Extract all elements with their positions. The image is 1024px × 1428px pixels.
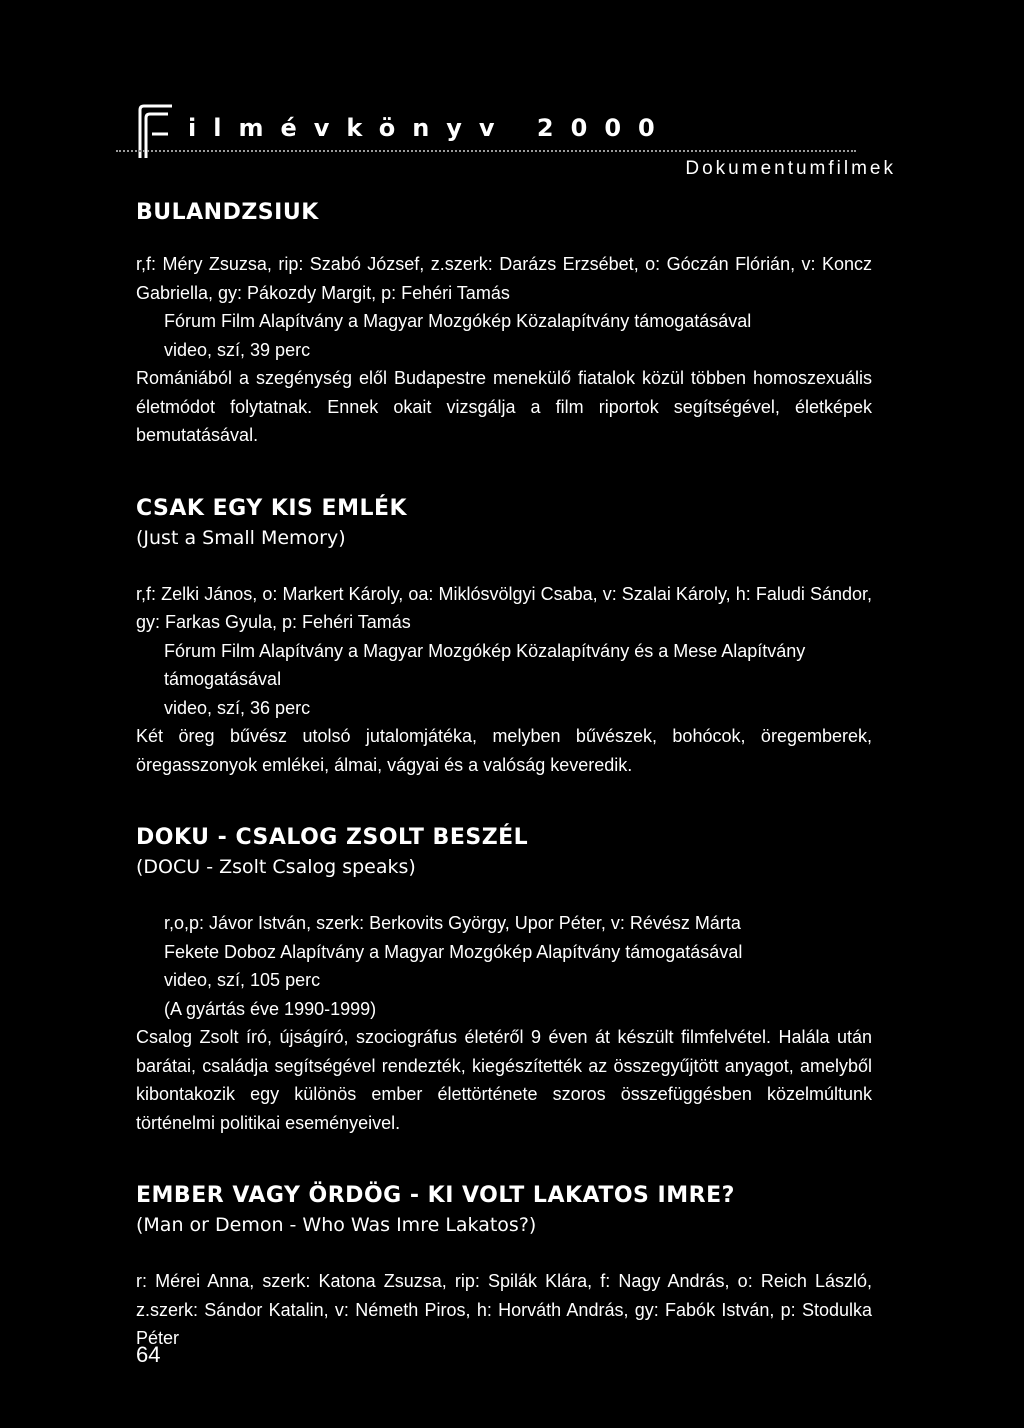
film-title: EMBER VAGY ÖRDÖG - KI VOLT LAKATOS IMRE? (136, 1183, 735, 1208)
film-english-title: (Just a Small Memory) (136, 526, 346, 549)
film-support: Fórum Film Alapítvány a Magyar Mozgókép Közalapítvány támogatásával (164, 311, 752, 331)
film-english-title: (Man or Demon - Who Was Imre Lakatos?) (136, 1214, 537, 1236)
film-production-years: (A gyártás éve 1990-1999) (164, 998, 377, 1019)
yearbook-title: ilmévkönyv 2000 (188, 114, 672, 142)
film-english-title: (DOCU - Zsolt Csalog speaks) (136, 856, 416, 878)
film-credits: r,f: Zelki János, o: Markert Károly, oa: Miklósvölgyi Csaba, v: Szalai Károly, h: Faludi Sándor, gy: Farkas Gyula, p: Fehéri Tamás (136, 583, 872, 632)
film-credits: r: Mérei Anna, szerk: Katona Zsuzsa, rip: Spilák Klára, f: Nagy András, o: Reich László, z.szerk: Sándor Katalin, v: Németh Piros, h: Horváth András, gy: Fabók István, p: Stodulka Péter (136, 1271, 872, 1348)
film-description: Két öreg bűvész utolsó jutalomjátéka, melyben bűvészek, bohócok, öregemberek, öregasszonyok emlékei, álmai, vágyai és a valóság keveredik. (136, 726, 872, 775)
film-title: BULANDZSIUK (136, 200, 319, 225)
film-format: video, szí, 105 perc (164, 970, 321, 990)
film-support: Fórum Film Alapítvány a Magyar Mozgókép Közalapítvány és a Mese Alapítvány támogatásával (164, 640, 806, 689)
film-entry (136, 823, 872, 1137)
page-number: 64 (136, 1342, 161, 1367)
film-credits: r,o,p: Jávor István, szerk: Berkovits György, Upor Péter, v: Révész Márta (164, 913, 741, 933)
film-title: DOKU - CSALOG ZSOLT BESZÉL (136, 825, 529, 850)
page-header (136, 100, 896, 210)
film-support: Fekete Doboz Alapítvány a Magyar Mozgókép Alapítvány támogatásával (164, 941, 743, 962)
section-label: Dokumentumfilmek (685, 158, 896, 179)
film-description: Csalog Zsolt író, újságíró, szociográfus életéről 9 éven át készült filmfelvétel. Halála után barátai, családja segítségével rendezték, kiegészítették az összegyűjtött anyagot, amelyből kibontakozik egy különös ember élettörténete szoros összefüggésben közelmúltunk történelmi politikai eseményeivel. (136, 1027, 872, 1133)
film-format: video, szí, 36 perc (164, 697, 311, 718)
film-entry (136, 198, 872, 450)
film-format: video, szí, 39 perc (164, 339, 311, 360)
film-entry (136, 494, 872, 780)
film-entry (136, 1181, 872, 1353)
film-description: Romániából a szegénység elől Budapestre menekülő fiatalok közül többen homoszexuális életmódot folytatnak. Ennek okait vizsgálja a film riportok segítségével, életképek bemutatásával. (136, 368, 872, 445)
film-credits: r,f: Méry Zsuzsa, rip: Szabó József, z.szerk: Darázs Erzsébet, o: Góczán Flórián, v: Koncz Gabriella, gy: Pákozdy Margit, p: Fehéri Tamás (136, 254, 872, 303)
page-content (136, 198, 872, 1353)
film-title: CSAK EGY KIS EMLÉK (136, 495, 408, 521)
header-divider (116, 150, 856, 152)
